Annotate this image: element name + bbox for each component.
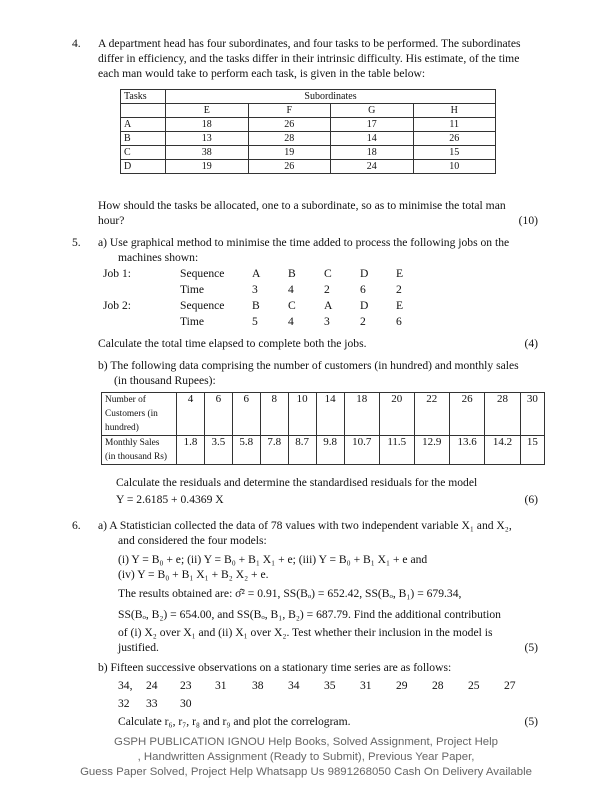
observation-value: 31 (215, 679, 227, 692)
results-line: of (i) X₂ over X₁ and (ii) X₁ over X₂. Test whether their inclusion in the model is (118, 626, 493, 639)
results-line: The results obtained are: σ̂² = 0.91, SS(Bₒ) = 652.42, SS(Bₒ, B₁) = 679.34, (118, 587, 462, 600)
time-cell: 3 (324, 315, 330, 328)
time-cell: 6 (396, 315, 402, 328)
table-row (102, 436, 545, 465)
question-text-line: and considered the four models: (118, 534, 267, 547)
table-cell: 10 (288, 393, 316, 436)
sequence-cell: D (360, 267, 369, 280)
question-text-line: a) A Statistician collected the data of 78 values with two independent variable X₁ and X₂, (98, 519, 512, 532)
table-cell: 11.5 (379, 436, 414, 465)
table-row (121, 160, 496, 174)
table-cell: 28 (248, 132, 331, 146)
footer-line: , Handwritten Assignment (Ready to Submit), Previous Year Paper, (137, 751, 475, 763)
marks-label: (5) (524, 715, 538, 728)
table-cell: 19 (248, 146, 331, 160)
table-row (102, 393, 545, 436)
table-cell: 5.8 (232, 436, 260, 465)
time-cell: 2 (396, 283, 402, 296)
observation-value: 33 (146, 697, 158, 710)
question-text-line: hour? (98, 214, 125, 227)
observation-value: 23 (180, 679, 192, 692)
table-cell: 20 (379, 393, 414, 436)
question-text-line: each man would take to perform each task, is given in the table below: (98, 67, 426, 80)
observation-value: 34 (288, 679, 300, 692)
observation-value: 27 (504, 679, 516, 692)
column-header: E (166, 104, 249, 118)
table-cell: 1.8 (177, 436, 205, 465)
table-corner-header: Tasks (121, 90, 166, 104)
row-header-line: Monthly Sales (105, 438, 160, 448)
observation-value: 30 (180, 697, 192, 710)
column-header: G (331, 104, 414, 118)
model-list-line: (iv) Y = B₀ + B₁ X₁ + B₂ X₂ + e. (118, 568, 269, 581)
question-number: 4. (72, 37, 81, 50)
question-text-line: differ in efficiency, and the tasks differ in their intrinsic difficulty. His estimate, of the time (98, 52, 520, 65)
sequence-cell: E (396, 299, 404, 312)
results-line: SS(Bₒ, B₂) = 654.00, and SS(Bₒ, B₁, B₂) = 687.79. Find the additional contribution (118, 608, 501, 621)
footer-line: Guess Paper Solved, Project Help Whatsapp Us 9891268050 Cash On Delivery Available (80, 766, 532, 778)
table-cell: 28 (485, 393, 520, 436)
table-cell: 11 (413, 118, 496, 132)
table-cell: 3.5 (204, 436, 232, 465)
row-label: Time (180, 283, 205, 296)
marks-label: (6) (524, 493, 538, 506)
table-cell: 8.7 (288, 436, 316, 465)
table-group-header: Subordinates (166, 90, 496, 104)
marks-label: (10) (518, 214, 538, 227)
sequence-cell: C (324, 267, 332, 280)
sequence-cell: B (252, 299, 260, 312)
time-cell: 4 (288, 283, 294, 296)
footer-line: GSPH PUBLICATION IGNOU Help Books, Solved Assignment, Project Help (113, 736, 499, 748)
table-cell: 10.7 (344, 436, 379, 465)
table-cell: 22 (414, 393, 449, 436)
question-text-line: Calculate the residuals and determine the standardised residuals for the model (116, 476, 478, 489)
job-label: Job 2: (103, 299, 132, 312)
table-cell: 8 (260, 393, 288, 436)
results-line: justified. (118, 641, 159, 654)
row-label: Sequence (180, 267, 225, 280)
sequence-cell: B (288, 267, 296, 280)
question-text-line: A department head has four subordinates, and four tasks to be performed. The subordinates (98, 37, 521, 50)
table-cell: 17 (331, 118, 414, 132)
question-number: 6. (72, 519, 81, 532)
row-header (102, 393, 177, 436)
row-header (102, 436, 177, 465)
sequence-cell: A (324, 299, 333, 312)
table-cell: 7.8 (260, 436, 288, 465)
row-header-line: Customers (in (105, 409, 158, 419)
column-header: F (248, 104, 331, 118)
question-text-line: b) The following data comprising the number of customers (in hundred) and monthly sales (98, 359, 519, 372)
question-text-line: a) Use graphical method to minimise the time added to process the following jobs on the (98, 236, 510, 249)
observation-value: 31 (360, 679, 372, 692)
table-cell: 4 (177, 393, 205, 436)
table-cell: 26 (248, 118, 331, 132)
table-cell: 18 (166, 118, 249, 132)
time-cell: 5 (252, 315, 258, 328)
table-cell (121, 104, 166, 118)
sequence-cell: C (288, 299, 296, 312)
table-cell: 12.9 (414, 436, 449, 465)
observation-value: 29 (396, 679, 408, 692)
assignment-table (120, 89, 496, 174)
table-cell: 24 (331, 160, 414, 174)
table-cell: 14.2 (485, 436, 520, 465)
column-header: H (413, 104, 496, 118)
row-header-line: hundred) (105, 423, 139, 433)
table-cell: 30 (520, 393, 544, 436)
observation-value: 24 (146, 679, 158, 692)
question-text-line: Calculate the total time elapsed to complete both the jobs. (98, 337, 367, 350)
table-cell: 15 (413, 146, 496, 160)
customers-sales-table (101, 392, 545, 465)
model-list-line: (i) Y = B₀ + e; (ii) Y = B₀ + B₁ X₁ + e; (iii) Y = B₀ + B₁ X₁ + e and (118, 553, 428, 566)
row-header-line: Number of (105, 395, 146, 405)
table-cell: 9.8 (316, 436, 344, 465)
observation-value: 34, (118, 679, 133, 692)
time-cell: 2 (360, 315, 366, 328)
row-header: C (121, 146, 166, 160)
time-cell: 3 (252, 283, 258, 296)
job-label: Job 1: (103, 267, 132, 280)
row-label: Sequence (180, 299, 225, 312)
table-cell: 10 (413, 160, 496, 174)
question-text-line: How should the tasks be allocated, one to a subordinate, so as to minimise the total man (98, 199, 506, 212)
table-cell: 19 (166, 160, 249, 174)
table-cell: 18 (331, 146, 414, 160)
table-cell: 6 (204, 393, 232, 436)
time-cell: 6 (360, 283, 366, 296)
table-cell: 15 (520, 436, 544, 465)
table-cell: 26 (413, 132, 496, 146)
observation-value: 25 (468, 679, 480, 692)
observation-value: 35 (324, 679, 336, 692)
row-header: D (121, 160, 166, 174)
table-row (121, 132, 496, 146)
row-header: A (121, 118, 166, 132)
question-text-line: machines shown: (118, 251, 199, 264)
table-cell: 14 (316, 393, 344, 436)
table-row (121, 118, 496, 132)
model-equation: Y = 2.6185 + 0.4369 X (116, 493, 224, 506)
marks-label: (4) (524, 337, 538, 350)
table-cell: 38 (166, 146, 249, 160)
question-text-line: Calculate r₆, r₇, r₈ and r₉ and plot the correlogram. (118, 715, 351, 728)
table-cell: 13.6 (449, 436, 484, 465)
table-cell: 18 (344, 393, 379, 436)
sequence-cell: E (396, 267, 404, 280)
sequence-cell: D (360, 299, 369, 312)
marks-label: (5) (524, 641, 538, 654)
observation-value: 28 (432, 679, 444, 692)
question-number: 5. (72, 236, 81, 249)
table-cell: 26 (248, 160, 331, 174)
observation-value: 38 (252, 679, 264, 692)
time-cell: 4 (288, 315, 294, 328)
row-header: B (121, 132, 166, 146)
table-cell: 26 (449, 393, 484, 436)
table-cell: 6 (232, 393, 260, 436)
question-text-line: b) Fifteen successive observations on a stationary time series are as follows: (98, 661, 452, 674)
table-cell: 14 (331, 132, 414, 146)
row-header-line: (in thousand Rs) (105, 452, 167, 462)
table-row (121, 146, 496, 160)
table-cell: 13 (166, 132, 249, 146)
time-cell: 2 (324, 283, 330, 296)
row-label: Time (180, 315, 205, 328)
question-text-line: (in thousand Rupees): (114, 374, 216, 387)
observation-value: 32 (118, 697, 130, 710)
sequence-cell: A (252, 267, 261, 280)
